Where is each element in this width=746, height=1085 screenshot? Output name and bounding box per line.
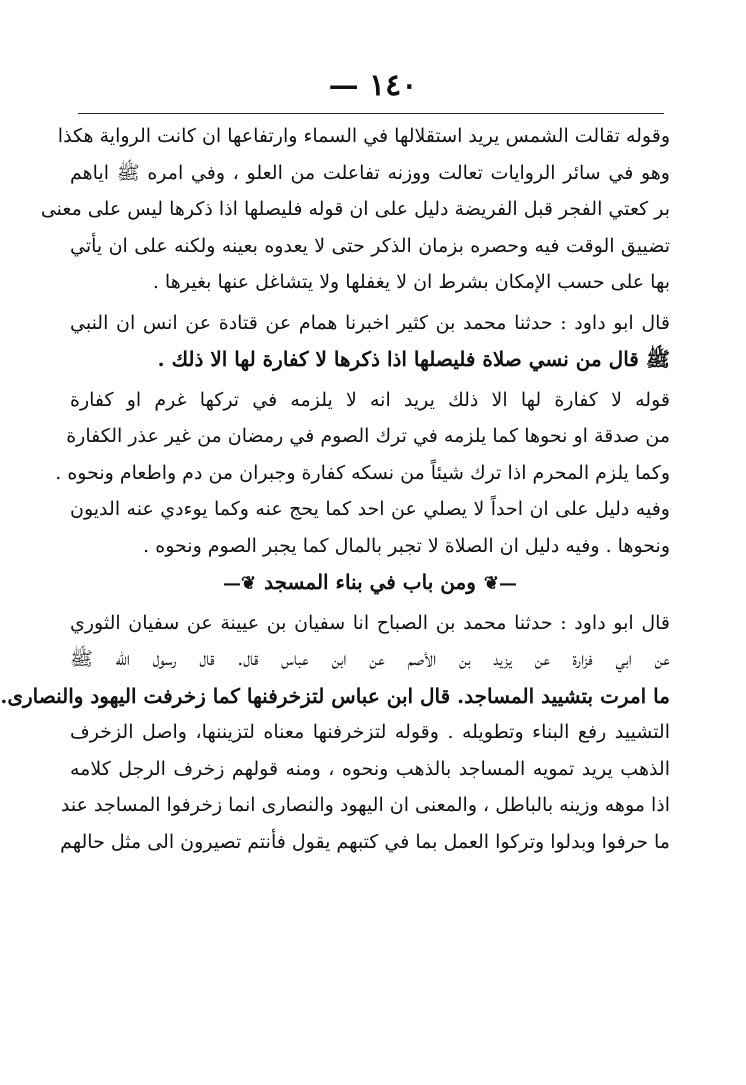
text-line: التشييد رفع البناء وتطويله . وقوله لتزخرفنها معناه لتزيننها، واصل الزخرف [70, 721, 670, 743]
page-body [0, 118, 670, 860]
text-line: وفيه دليل على ان احداً لا يصلي عن احد كما يحج عنه وكما يوءدي عنه الديون [70, 498, 670, 520]
text-line: بها على حسب الإمكان بشرط ان لا يغفلها ولا يتشاغل عنها بغيرها . [152, 271, 670, 293]
text-line: وهو في سائر الروايات تعالت ووزنه تفاعلت من العلو ، وفي امره ﷺ اياهم [70, 161, 670, 184]
paragraph-5 [60, 714, 670, 860]
paragraph-3 [55, 382, 670, 565]
paragraph-2 [70, 305, 670, 378]
text-line: تضييق الوقت فيه وحصره بزمان الذكر حتى لا يعدوه بعينه ولكنه على ان يأتي [70, 234, 670, 257]
ornament-icon: ❦— [223, 573, 257, 594]
text-line: قال ابو داود : حدثنا محمد بن الصباح انا سفيان بن عيينة عن سفيان الثوري [70, 611, 670, 634]
text-line: ما امرت بتشييد المساجد. قال ابن عباس لتزخرفنها كما زخرفت اليهود والنصارى. [0, 683, 670, 708]
paragraph-1 [40, 118, 670, 301]
text-line: الذهب يريد تمويه المساجد بالذهب ونحوه ، ومنه قولهم زخرف الرجل كلامه [70, 757, 670, 780]
text-line: ما حرفوا وبدلوا وتركوا العمل بما في كتبهم يقول فأنتم تصيرون الى مثل حالهم [60, 830, 670, 853]
chapter-heading [70, 564, 670, 601]
text-line: عن ابي فزارة عن يزيد بن الأصم عن ابن عباس قال. قال رسول الله ﷺ [70, 648, 670, 670]
text-line: ﷺ قال من نسي صلاة فليصلها اذا ذكرها لا كفارة لها الا ذلك . [157, 347, 670, 371]
paragraph-4 [0, 605, 670, 715]
text-line: قال ابو داود : حدثنا محمد بن كثير اخبرنا همام عن قتادة عن انس ان النبي [70, 311, 670, 334]
text-line: اذا موهه وزينه بالباطل ، والمعنى ان اليهود والنصارى انما زخرفوا المساجد عند [60, 794, 670, 816]
header-rule [78, 113, 664, 114]
page-number: ١٤٠ — [328, 68, 418, 103]
text-line: وكما يلزم المحرم اذا ترك شيئاً من نسكه كفارة وجبران من دم واطعام ونحوه . [55, 461, 670, 484]
text-line: قوله لا كفارة لها الا ذلك يريد انه لا يلزمه في تركها غرم او كفارة [70, 388, 670, 411]
chapter-heading-text: ومن باب في بناء المسجد [264, 570, 476, 594]
text-line: من صدقة او نحوها كما يلزمه في ترك الصوم في رمضان من غير عذر الكفارة [66, 425, 670, 447]
ornament-icon: —❦ [483, 573, 517, 594]
text-line: وقوله تقالت الشمس يريد استقلالها في السماء وارتفاعها ان كانت الرواية هكذا [57, 125, 670, 147]
text-line: ونحوها . وفيه دليل ان الصلاة لا تجبر بالمال كما يجبر الصوم ونحوه . [143, 534, 670, 557]
text-line: بر كعتي الفجر قبل الفريضة دليل على ان قوله فليصلها اذا ذكرها ليس على معنى [40, 198, 670, 220]
